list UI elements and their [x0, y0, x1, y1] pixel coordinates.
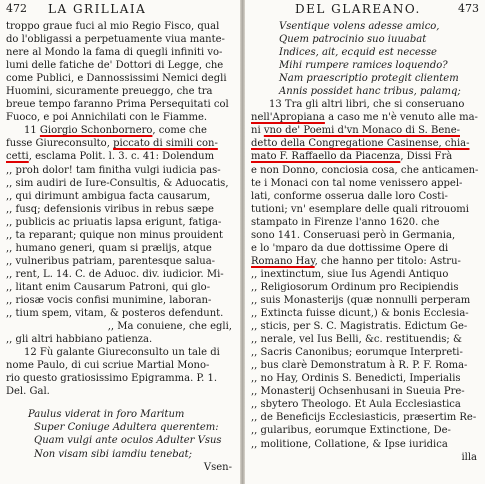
text-line: stampato in Firenze l'anno 1620. che	[251, 216, 440, 228]
text-line	[245, 137, 485, 150]
verse-line: Indices, ait, ecquid est necesse	[279, 47, 437, 59]
text-line: ,, Monasterij Ochsenhusani in Sueuia Pre-	[251, 386, 465, 398]
text-line: nome Paulo, di cui scriue Martial Mono-	[6, 360, 210, 372]
text-line: Fuoco, e poi Annichilati con le Fiamme.	[6, 112, 208, 124]
right-page	[245, 0, 485, 484]
catchword: Vsen-	[203, 461, 232, 473]
paragraph-13-line: 13 Tra gli altri libri, che si conseruano	[269, 99, 465, 111]
right-page-number: 473	[458, 2, 479, 15]
text-line: ,, sticis, per S. C. Magistratis. Edictum Ge-	[251, 321, 468, 333]
text-line: fusse Giureconsulto, piccato di simili con-	[6, 138, 218, 150]
left-page	[0, 0, 240, 484]
underlined-phrase: nell'Apropiana	[251, 112, 325, 124]
verse-line: Quem patrocinio suo iuuabat	[279, 34, 427, 46]
paragraph-11-line: 11 Giorgio Schonbornero, come che	[24, 125, 207, 137]
right-running-title: DEL GLAREANO.	[295, 2, 421, 16]
left-page-text	[0, 20, 240, 474]
text-line: ,, tium spem, vitam, & posteros defendunt.	[6, 308, 224, 320]
underlined-phrase: cetti	[6, 151, 29, 163]
catchword: illa	[461, 451, 477, 463]
text-line: ,, qui dirimunt ambigua facta causarum,	[6, 190, 211, 202]
underlined-phrase: Romano Hay	[251, 255, 315, 267]
verse-line: Non visam sibi iamdiu tenebat;	[34, 448, 193, 460]
text-line: Huomini, sicuramente preueggo, che tra	[6, 86, 213, 98]
text-line: e non Donno, conciosia cosa, che anticamen-	[251, 164, 479, 176]
text-line: come Publici, e Dannossissimi Nemici degli	[6, 73, 227, 85]
text-line: ,, de Beneficijs Ecclesiasticis, præsertim Re-	[251, 412, 477, 424]
text-line: ,, no Hay, Ordinis S. Benedicti, Imperialis	[251, 373, 461, 385]
text-line: nere al Mondo la fama di quegli infiniti vo-	[6, 47, 223, 59]
underlined-phrase: detto della Congregatione Casinense, chia-	[251, 138, 470, 150]
text-line: e lo 'mparo da due dottissime Opere di	[251, 242, 449, 254]
text-line: troppo graue fuci al mio Regio Fisco, qual	[6, 21, 220, 32]
text-line: ,, inextinctum, siue Ius Agendi Antiquo	[251, 268, 449, 280]
text-line: do l'obligassi a perpetuamente viua mante-	[6, 34, 225, 46]
left-page-header	[0, 0, 240, 20]
text-line: ,, ta reparant; quique non minus prouident	[6, 229, 224, 241]
text-line: lati, conforme osserua dalle loro Costi-	[251, 190, 448, 202]
text-line: Del. Gal.	[6, 386, 50, 398]
text-line: ,, nerale, vel Ius Belli, &c. restituendis; &	[251, 334, 462, 346]
text-line: ,, rent, L. 14. C. de Aduoc. div. iudicior. Mi-	[6, 268, 224, 280]
text-line: ,, Ma conuiene, che egli,	[107, 321, 232, 333]
text-line: ,, Sacris Canonibus; eorumque Interpreti-	[251, 347, 463, 359]
text-line: cetti, esclama Polit. l. 3. c. 41: Dolendum	[6, 151, 215, 163]
text-line: ,, sbytero Theologo. Et Aula Ecclesiastica	[251, 399, 461, 411]
text-line: ,, vulneribus patriam, parentesque salua-	[6, 255, 216, 267]
text-line: ,, sim audiri de Iure-Consultis, & Aduocatis,	[6, 177, 229, 189]
text-line: Romano Hay, che hanno per titolo: Astru-	[251, 255, 461, 267]
text-line: ,, riosæ vocis confisi munimine, laboran-	[6, 294, 212, 306]
text-line: lumi delle fatiche de' Dottori di Legge, che	[6, 60, 224, 72]
underlined-phrase: piccato di simili con-	[113, 138, 218, 150]
right-page-header	[245, 0, 485, 20]
text-line: ,, suis Monasterijs (quæ nonnulli perperam	[251, 294, 471, 306]
text-line: ,, proh dolor! tam finitha vulgi iudicia pas-	[6, 164, 221, 176]
text-line: rio questo gratiosissimo Epigramma. P. 1.	[6, 373, 218, 385]
left-page-number: 472	[6, 2, 27, 15]
text-line: tutioni; vn' esemplare delle quali ritrouomi	[251, 203, 469, 215]
verse-line: Paulus viderat in foro Maritum	[28, 409, 185, 421]
text-line: mato F. Raffaello da Piacenza, Dissi Frà	[251, 151, 453, 163]
verse-line: Annis possidet hanc tribus, palamq;	[279, 86, 461, 98]
text-line: ,, litant enim Causarum Patroni, qui glo-	[6, 281, 211, 293]
paragraph-12-line: 12 Fù galante Giureconsulto un tale di	[24, 347, 220, 359]
underlined-phrase: Giorgio Schonbornero	[39, 125, 153, 137]
text-line: ,, bus clarè Demonstratum à R. P. F. Roma-	[251, 360, 468, 372]
text-line: ,, gularibus, eorumque Extinctione, De-	[251, 425, 451, 437]
left-running-title: LA GRILLAIA	[48, 2, 147, 16]
text-line: breue tempo faranno Prima Persequitati col	[6, 99, 229, 111]
text-line: ni vno de' Poemi d'vn Monaco di S. Bene-	[251, 125, 460, 137]
text-line: ,, humano generi, quam si prælijs, atque	[6, 242, 212, 254]
underlined-phrase: vno de' Poemi d'vn Monaco di S. Bene-	[263, 125, 460, 137]
text-line: sono 141. Conseruasi però in Germania,	[251, 229, 456, 241]
right-page-text	[245, 20, 485, 464]
verse-line: Super Coniuge Adultera querentem:	[34, 422, 219, 434]
verse-line: Nam praescriptio protegit clientem	[279, 73, 459, 85]
verse-line: Quam vulgi ante oculos Adulter Vsus	[34, 435, 222, 447]
text-line: nell'Apropiana a caso me n'è venuto alle ma-	[251, 112, 478, 124]
text-line: te i Monaci con tal nome venissero appel-	[251, 177, 463, 189]
underlined-phrase: mato F. Raffaello da Piacenza	[251, 151, 401, 163]
text-line: ,, gli altri habbiano patienza.	[6, 334, 153, 346]
text-line: ,, Extincta fuisse dicunt,) & bonis Ecclesia-	[251, 308, 469, 320]
verse-line: Mihi rumpere ramices loquendo?	[279, 60, 448, 72]
text-line: ,, publicis ac priuatis lapsa erigunt, fatiga-	[6, 216, 222, 228]
verse-line: Vsentique volens adesse amico,	[279, 21, 440, 32]
text-line: ,, molitione, Collatione, & Ipse iuridica	[251, 438, 448, 450]
spacer	[0, 398, 240, 408]
text-line: ,, Religiosorum Ordinum pro Recipiendis	[251, 281, 459, 293]
text-line: ,, fusq; defensionis viribus in rebus sæpe	[6, 203, 214, 215]
